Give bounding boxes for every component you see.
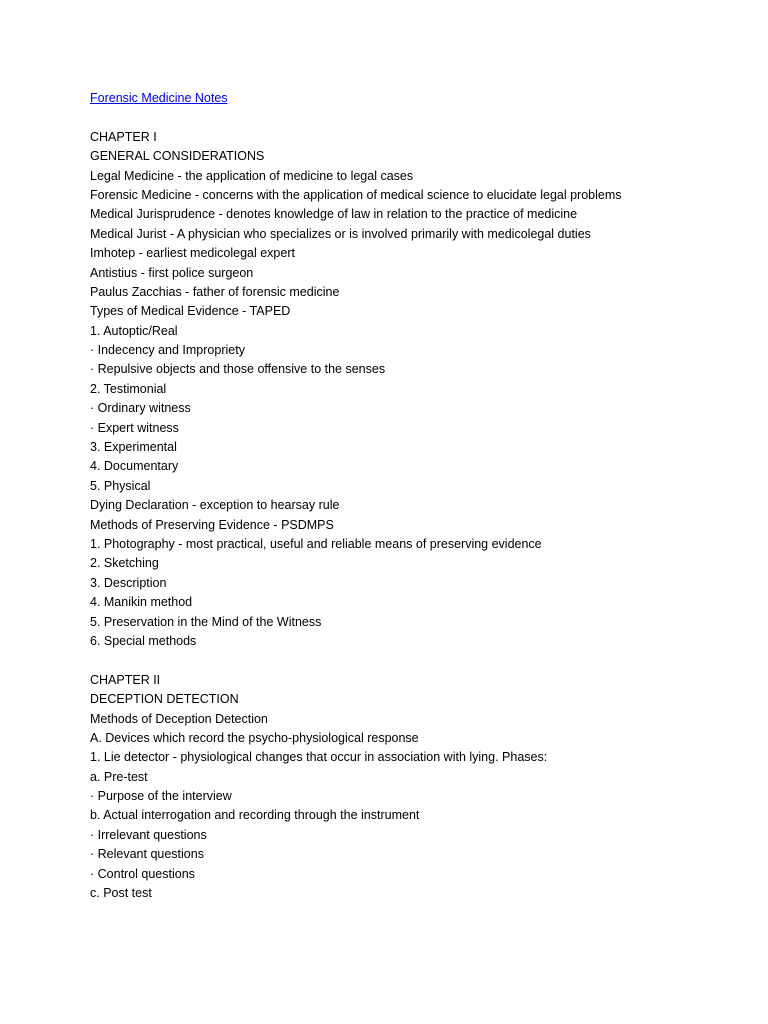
list-item: 2. Testimonial	[90, 381, 167, 396]
list-item: c. Post test	[90, 886, 152, 901]
bullet-item: · Relevant questions	[90, 847, 204, 862]
list-item: 2. Sketching	[90, 556, 159, 571]
bullet-item: · Ordinary witness	[90, 401, 191, 416]
chapter-title: DECEPTION DETECTION	[90, 692, 239, 707]
document-body	[90, 89, 730, 903]
chapter-heading: CHAPTER I	[90, 129, 157, 144]
chapter-heading: CHAPTER II	[90, 672, 161, 687]
text-line: Forensic Medicine - concerns with the application of medical science to elucidate legal problems	[90, 187, 622, 202]
list-item: 1. Autoptic/Real	[90, 323, 178, 338]
list-item: 5. Preservation in the Mind of the Witness	[90, 614, 322, 629]
text-line: Medical Jurist - A physician who specializes or is involved primarily with medicolegal duties	[90, 226, 591, 241]
list-item: 1. Lie detector - physiological changes that occur in association with lying. Phases:	[90, 750, 548, 765]
text-line: Imhotep - earliest medicolegal expert	[90, 246, 295, 261]
list-item: 1. Photography - most practical, useful and reliable means of preserving evidence	[90, 536, 542, 551]
text-line: A. Devices which record the psycho-physiological response	[90, 730, 419, 745]
bullet-item: · Expert witness	[90, 420, 179, 435]
text-line: Medical Jurisprudence - denotes knowledge of law in relation to the practice of medicine	[90, 207, 578, 222]
list-item: 3. Experimental	[90, 440, 177, 455]
chapter-1-section	[90, 128, 730, 652]
list-item: a. Pre-test	[90, 769, 148, 784]
text-line: Methods of Deception Detection	[90, 711, 268, 726]
text-line: Antistius - first police surgeon	[90, 265, 254, 280]
list-item: 3. Description	[90, 575, 167, 590]
text-line: Dying Declaration - exception to hearsay rule	[90, 498, 340, 513]
bullet-item: · Purpose of the interview	[90, 789, 232, 804]
document-title-link[interactable]: Forensic Medicine Notes	[90, 91, 228, 105]
list-item: 6. Special methods	[90, 633, 197, 648]
blank-line	[90, 108, 730, 127]
list-item: b. Actual interrogation and recording through the instrument	[90, 808, 420, 823]
list-item: 5. Physical	[90, 478, 151, 493]
text-line: Paulus Zacchias - father of forensic medicine	[90, 284, 340, 299]
chapter-title: GENERAL CONSIDERATIONS	[90, 149, 265, 164]
list-item: 4. Manikin method	[90, 595, 193, 610]
bullet-item: · Repulsive objects and those offensive to the senses	[90, 362, 386, 377]
chapter-2-section	[90, 671, 730, 904]
text-line: Types of Medical Evidence - TAPED	[90, 304, 291, 319]
list-item: 4. Documentary	[90, 459, 179, 474]
bullet-item: · Irrelevant questions	[90, 827, 207, 842]
blank-line	[90, 651, 730, 670]
bullet-item: · Control questions	[90, 866, 195, 881]
text-line: Legal Medicine - the application of medicine to legal cases	[90, 168, 414, 183]
bullet-item: · Indecency and Impropriety	[90, 343, 245, 358]
text-line: Methods of Preserving Evidence - PSDMPS	[90, 517, 334, 532]
